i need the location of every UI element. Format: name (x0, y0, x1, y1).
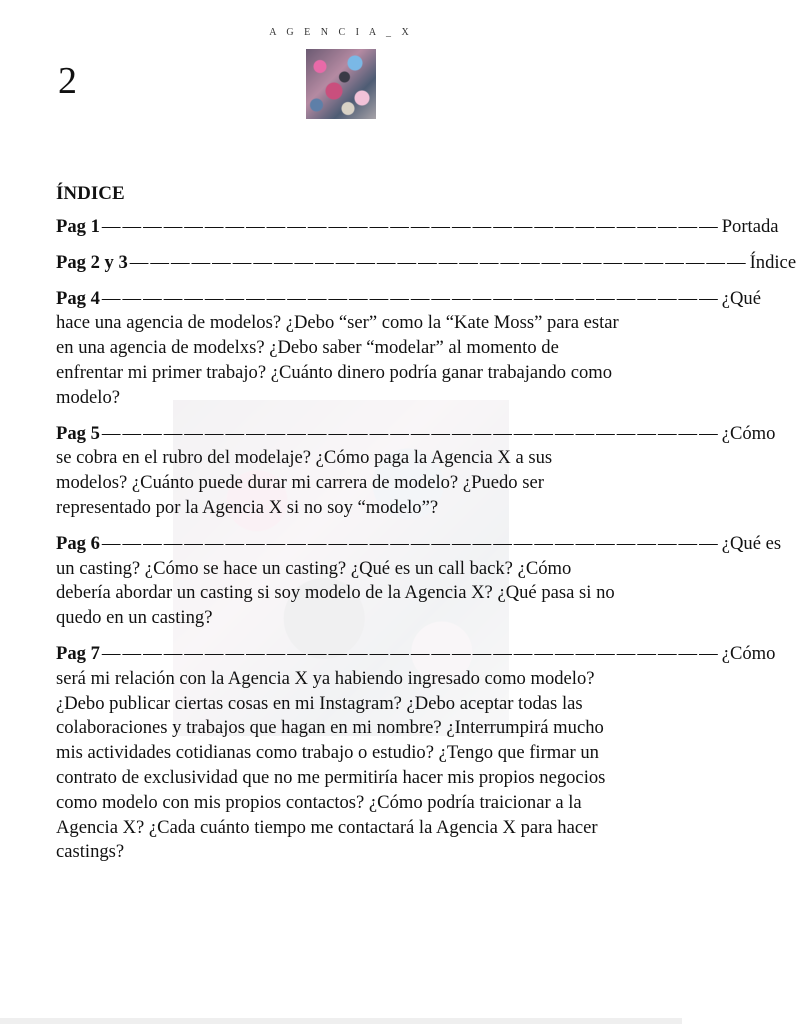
entry-page-label: Pag 2 y 3 (56, 251, 128, 273)
entry-head-text: ¿Qué es (721, 532, 782, 554)
index-entry-1 (56, 215, 779, 240)
index-title: ÍNDICE (56, 183, 125, 204)
entry-head-text: ¿Cómo (721, 422, 776, 444)
entry-page-label: Pag 4 (56, 287, 100, 309)
index-entry-3 (56, 287, 761, 411)
page-number: 2 (58, 60, 77, 102)
dash-leader: —————————————————————————————— (101, 642, 720, 664)
entry-head-text: Índice (749, 251, 796, 273)
entry-page-label: Pag 5 (56, 422, 100, 444)
entry-head-text: ¿Cómo (721, 642, 776, 664)
entry-head-text: Portada (721, 216, 779, 237)
entry-head (56, 251, 796, 276)
brand-header: A G E N C I A _ X (269, 27, 413, 38)
entry-body: hace una agencia de modelos? ¿Debo “ser” como la “Kate Moss” para estar en una agencia de modelxs? ¿Debo saber “modelar” al momento de enfrentar mi primer trabajo? ¿Cuánto dinero podría ganar trabajando como modelo? (56, 312, 619, 408)
dash-leader: —————————————————————————————— (129, 251, 748, 273)
index-content (56, 181, 796, 876)
entry-head (56, 422, 776, 447)
collage-image-icon (306, 49, 376, 119)
dash-leader: —————————————————————————————— (101, 287, 720, 309)
index-entry-5 (56, 532, 782, 631)
entry-head (56, 532, 782, 557)
entry-head-text: ¿Qué (721, 287, 761, 309)
entry-page-label: Pag 7 (56, 642, 100, 664)
entry-head (56, 642, 776, 667)
entry-extra-questions: ¿Debo publicar ciertas cosas en mi Instagram? ¿Debo aceptar todas las colaboraciones y trabajos que hagan en mi nombre? ¿Interrumpirá mucho mis actividades cotidianas como trabajo o estudio? ¿Tengo que firmar un contrato de exclusividad que no me permitiría hacer mis propios negocios como modelo con mis propios contactos? ¿Cómo podría traicionar a la Agencia X? ¿Cada cuánto tiempo me contactará la Agencia X para hacer castings? (56, 692, 606, 863)
entry-body: será mi relación con la Agencia X ya habiendo ingresado como modelo? (56, 667, 595, 689)
index-entry-4 (56, 422, 776, 521)
entry-head (56, 287, 761, 312)
dash-leader: —————————————————————————————— (101, 216, 720, 237)
dash-leader: —————————————————————————————— (101, 532, 720, 554)
index-entry-6 (56, 642, 776, 865)
index-entry-2 (56, 251, 796, 276)
dash-leader: —————————————————————————————— (101, 422, 720, 444)
page-bottom-edge (0, 1018, 682, 1024)
entry-head (56, 215, 779, 240)
entry-body: se cobra en el rubro del modelaje? ¿Cómo paga la Agencia X a sus modelos? ¿Cuánto puede durar mi carrera de modelo? ¿Puedo ser representado por la Agencia X si no soy “modelo”? (56, 447, 553, 518)
entry-page-label: Pag 1 (56, 216, 100, 237)
entry-page-label: Pag 6 (56, 532, 100, 554)
entry-body: un casting? ¿Cómo se hace un casting? ¿Qué es un call back? ¿Cómo debería abordar un casting si soy modelo de la Agencia X? ¿Qué pasa si no quedo en un casting? (56, 557, 615, 629)
